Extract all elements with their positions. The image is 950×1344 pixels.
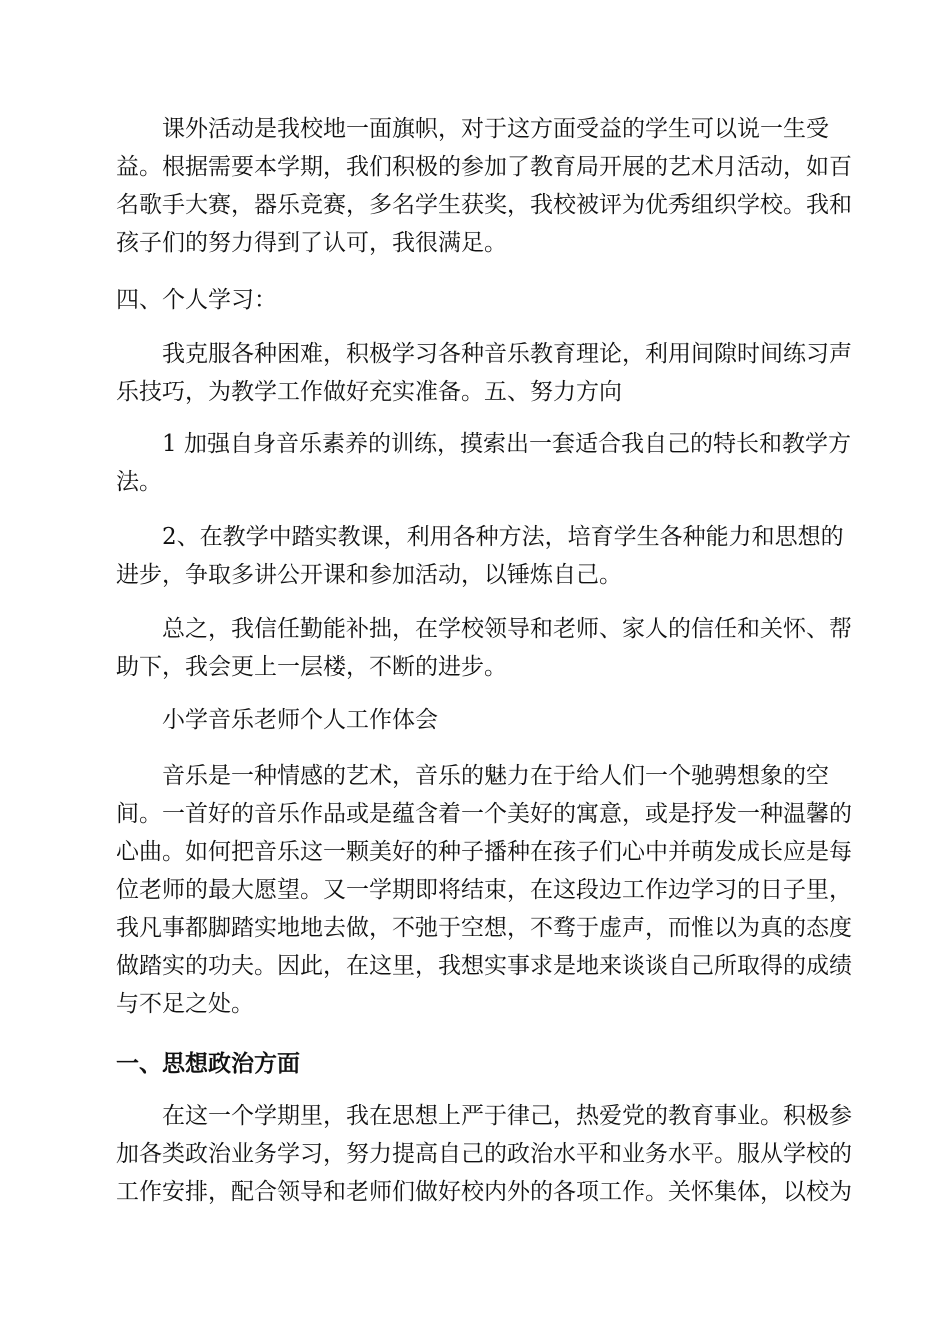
- text-line: 进步，争取多讲公开课和参加活动，以锤炼自己。: [116, 562, 622, 588]
- text-line: 孩子们的努力得到了认可，我很满足。: [116, 230, 507, 256]
- text-line: 我凡事都脚踏实地地去做，不弛于空想，不骛于虚声，而惟以为真的态度: [116, 915, 852, 941]
- document-title: [116, 701, 836, 739]
- text-line: 益。根据需要本学期，我们积极的参加了教育局开展的艺术月活动，如百: [116, 154, 852, 180]
- text-line: 间。一首好的音乐作品或是蕴含着一个美好的寓意，或是抒发一种温馨的: [116, 801, 852, 827]
- section-heading-personal-study: [116, 281, 836, 319]
- paragraph-ideology: [116, 1097, 852, 1211]
- text-line: 四、个人学习：: [116, 287, 277, 313]
- text-line: 音乐是一种情感的艺术，音乐的魅力在于给人们一个驰骋想象的空: [162, 763, 829, 789]
- paragraph-direction-1: [116, 425, 851, 501]
- paragraph-conclusion: [116, 610, 852, 686]
- section-heading-ideology: 一、思想政治方面: [116, 1051, 300, 1077]
- text-line: 我克服各种困难，积极学习各种音乐教育理论，利用间隙时间练习声: [162, 341, 852, 367]
- paragraph-direction-2: [116, 518, 844, 594]
- text-line: 乐技巧，为教学工作做好充实准备。五、努力方向: [116, 379, 622, 405]
- text-line: 1 加强自身音乐素养的训练，摸索出一套适合我自己的特长和教学方: [162, 431, 851, 457]
- text-line: 2、在教学中踏实教课，利用各种方法，培育学生各种能力和思想的: [162, 524, 844, 550]
- text-line: 与不足之处。: [116, 991, 254, 1017]
- paragraph-music-intro: [116, 757, 852, 1023]
- text-line: 做踏实的功夫。因此，在这里，我想实事求是地来谈谈自己所取得的成绩: [116, 953, 852, 979]
- text-line: 心曲。如何把音乐这一颗美好的种子播种在孩子们心中并萌发成长应是每: [116, 839, 852, 865]
- text-line: 位老师的最大愿望。又一学期即将结束，在这段边工作边学习的日子里，: [116, 877, 852, 903]
- text-line: 总之，我信任勤能补拙，在学校领导和老师、家人的信任和关怀、帮: [162, 616, 852, 642]
- paragraph-extracurricular: [116, 110, 852, 262]
- paragraph-study: [116, 335, 852, 411]
- text-line: 法。: [116, 469, 162, 495]
- text-line: 在这一个学期里，我在思想上严于律己，热爱党的教育事业。积极参: [162, 1103, 852, 1129]
- text-line: 助下，我会更上一层楼，不断的进步。: [116, 654, 507, 680]
- text-line: 小学音乐老师个人工作体会: [162, 707, 438, 733]
- text-line: 工作安排，配合领导和老师们做好校内外的各项工作。关怀集体，以校为: [116, 1179, 852, 1205]
- text-line: 加各类政治业务学习，努力提高自己的政治水平和业务水平。服从学校的: [116, 1141, 852, 1167]
- text-line: 课外活动是我校地一面旗帜，对于这方面受益的学生可以说一生受: [162, 116, 829, 142]
- text-line: 名歌手大赛，器乐竞赛，多名学生获奖，我校被评为优秀组织学校。我和: [116, 192, 852, 218]
